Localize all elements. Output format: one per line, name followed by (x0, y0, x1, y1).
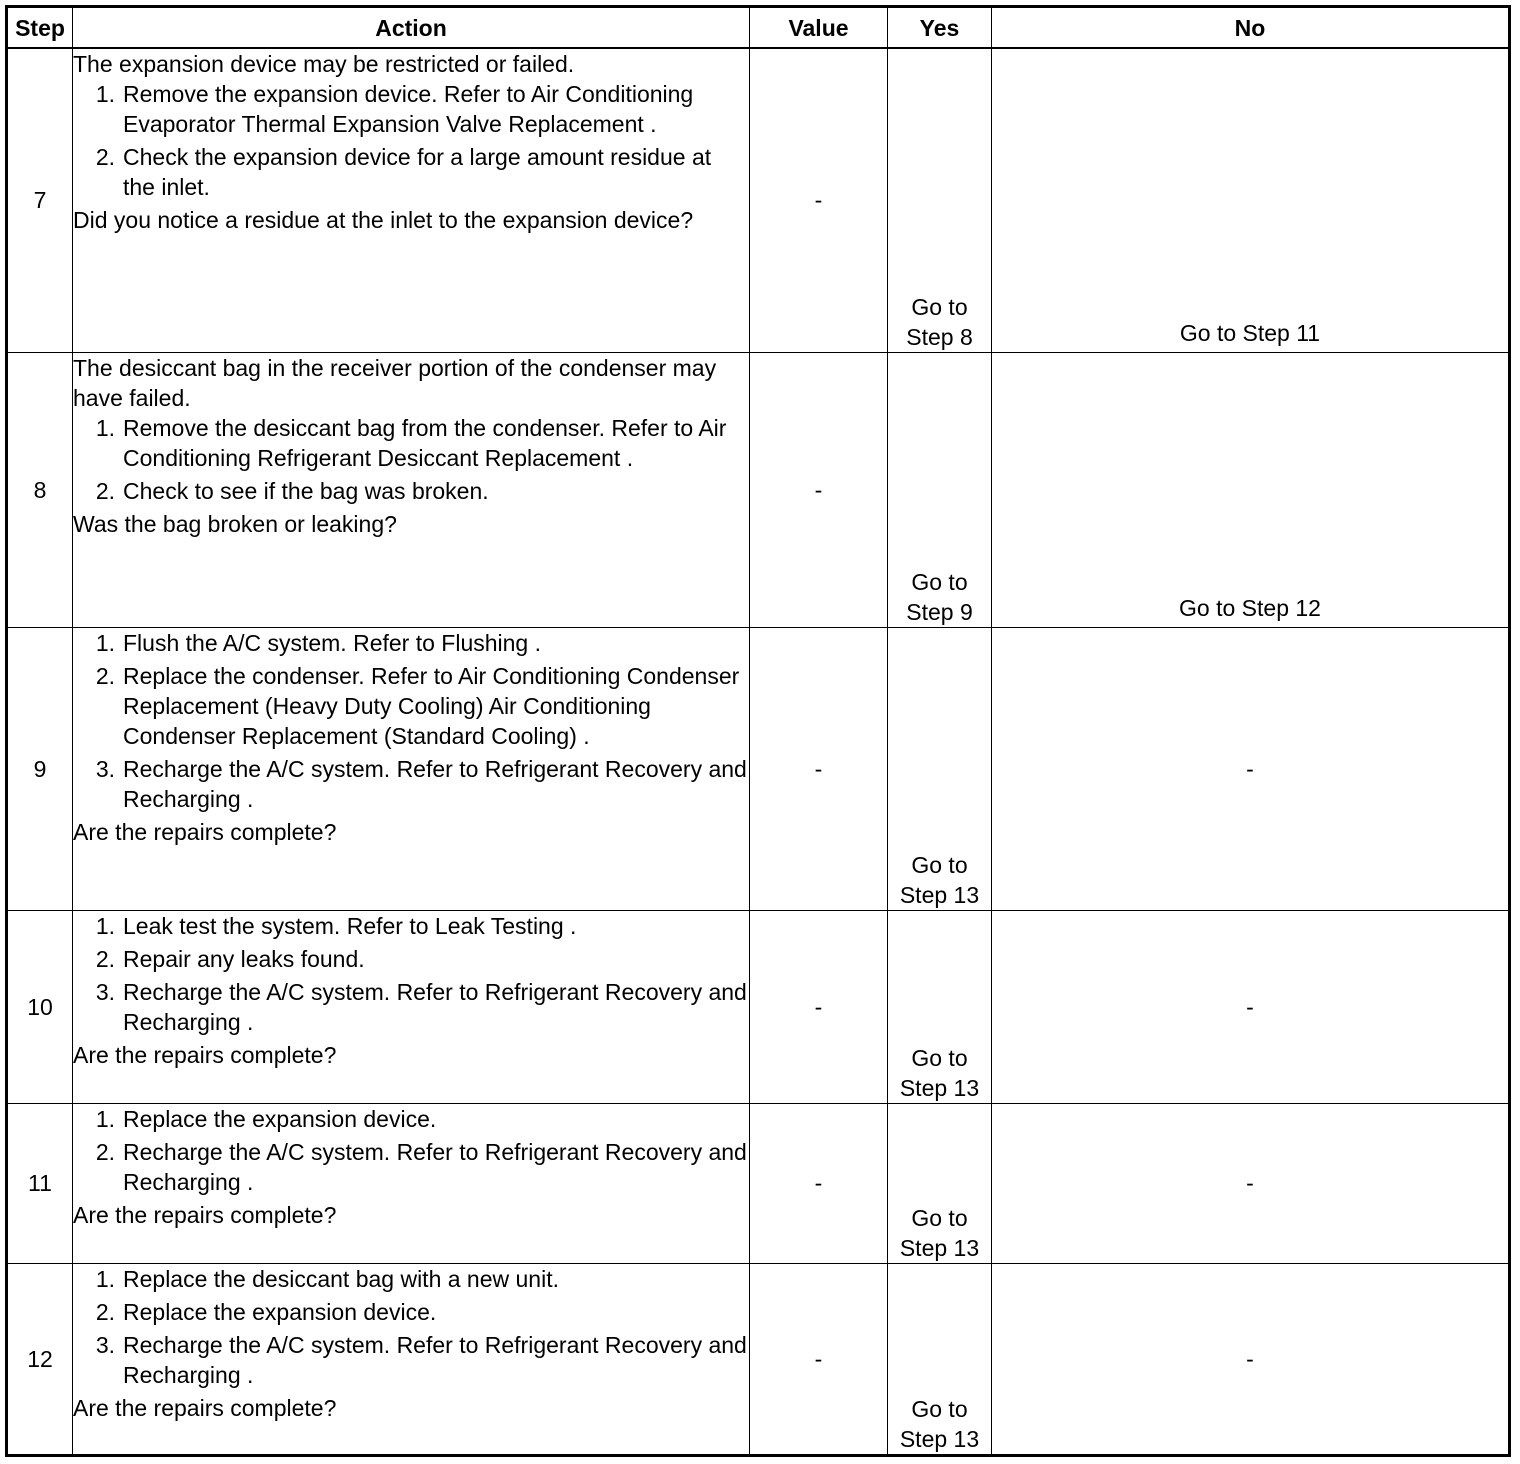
no-cell: Go to Step 12 (992, 352, 1510, 627)
yes-cell: Go to Step 8 (888, 48, 992, 352)
table-row (7, 910, 1510, 1103)
yes-cell: Go to Step 9 (888, 352, 992, 627)
action-question: Are the repairs complete? (73, 818, 337, 845)
item-text: Recharge the A/C system. Refer to Refrigerant Recovery and Recharging . (123, 755, 747, 812)
action-cell (73, 352, 750, 627)
no-cell: - (992, 910, 1510, 1103)
action-intro: The desiccant bag in the receiver portion of the condenser may have failed. (73, 354, 717, 411)
step-number: 8 (7, 352, 73, 627)
action-cell (73, 910, 750, 1103)
action-question: Are the repairs complete? (73, 1394, 337, 1421)
action-intro: The expansion device may be restricted or failed. (73, 51, 575, 77)
item-number: 1. (95, 81, 115, 107)
value-cell: - (750, 352, 888, 627)
list-item (73, 413, 749, 473)
item-number: 2. (95, 1138, 115, 1165)
table-row (7, 48, 1510, 352)
header-no: No (992, 7, 1510, 49)
list-item (73, 1137, 749, 1197)
action-steps (73, 1104, 749, 1197)
item-text: Recharge the A/C system. Refer to Refrigerant Recovery and Recharging . (123, 1331, 747, 1388)
item-text: Remove the desiccant bag from the condenser. Refer to Air Conditioning Refrigerant Desiccant Replacement . (123, 414, 727, 471)
item-text: Flush the A/C system. Refer to Flushing . (123, 629, 541, 656)
item-text: Recharge the A/C system. Refer to Refrigerant Recovery and Recharging . (123, 978, 747, 1035)
list-item (73, 79, 749, 139)
action-question: Are the repairs complete? (73, 1041, 337, 1068)
value-cell: - (750, 48, 888, 352)
item-number: 1. (95, 912, 115, 939)
action-question: Was the bag broken or leaking? (73, 510, 397, 537)
table-row (7, 1263, 1510, 1455)
list-item (73, 1264, 749, 1294)
list-item (73, 142, 749, 202)
item-number: 3. (95, 755, 115, 782)
list-item (73, 754, 749, 814)
item-text: Check the expansion device for a large amount residue at the inlet. (123, 144, 712, 200)
yes-cell: Go to Step 13 (888, 1263, 992, 1455)
yes-cell: Go to Step 13 (888, 1103, 992, 1263)
step-number: 11 (7, 1103, 73, 1263)
item-number: 3. (95, 978, 115, 1005)
no-cell: - (992, 1263, 1510, 1455)
item-text: Replace the expansion device. (123, 1298, 437, 1325)
header-row (7, 7, 1510, 49)
action-cell (73, 1263, 750, 1455)
action-steps (73, 628, 749, 814)
action-steps (73, 911, 749, 1037)
value-cell: - (750, 627, 888, 910)
list-item (73, 1104, 749, 1134)
table-row (7, 352, 1510, 627)
action-steps (73, 1264, 749, 1390)
item-number: 2. (95, 477, 115, 504)
item-number: 2. (95, 662, 115, 689)
item-text: Replace the expansion device. (123, 1105, 437, 1132)
item-number: 1. (95, 1105, 115, 1132)
value-cell: - (750, 910, 888, 1103)
no-cell: - (992, 627, 1510, 910)
item-text: Remove the expansion device. Refer to Air Conditioning Evaporator Thermal Expansion Valve Replacement . (123, 81, 694, 137)
item-number: 2. (95, 945, 115, 972)
item-text: Replace the desiccant bag with a new unit. (123, 1265, 559, 1292)
no-cell: - (992, 1103, 1510, 1263)
item-text: Recharge the A/C system. Refer to Refrigerant Recovery and Recharging . (123, 1138, 747, 1195)
list-item (73, 628, 749, 658)
action-cell (73, 1103, 750, 1263)
list-item (73, 1297, 749, 1327)
action-steps (73, 79, 749, 202)
table-row (7, 1103, 1510, 1263)
yes-cell: Go to Step 13 (888, 910, 992, 1103)
list-item (73, 944, 749, 974)
list-item (73, 661, 749, 751)
step-number: 10 (7, 910, 73, 1103)
item-text: Leak test the system. Refer to Leak Testing . (123, 912, 577, 939)
action-cell (73, 627, 750, 910)
item-number: 2. (95, 144, 115, 170)
item-text: Check to see if the bag was broken. (123, 477, 489, 504)
table-row (7, 627, 1510, 910)
header-action: Action (73, 7, 750, 49)
action-question: Are the repairs complete? (73, 1201, 337, 1228)
value-cell: - (750, 1103, 888, 1263)
header-yes: Yes (888, 7, 992, 49)
action-question: Did you notice a residue at the inlet to the expansion device? (73, 207, 694, 233)
action-steps (73, 413, 749, 506)
item-number: 3. (95, 1331, 115, 1358)
header-value: Value (750, 7, 888, 49)
value-cell: - (750, 1263, 888, 1455)
item-number: 1. (95, 629, 115, 656)
diagnostic-table (5, 5, 1511, 1457)
header-step: Step (7, 7, 73, 49)
item-text: Replace the condenser. Refer to Air Conditioning Condenser Replacement (Heavy Duty Cooling) Air Conditioning Condenser Replacement (Standard Cooling) . (123, 662, 740, 749)
step-number: 7 (7, 48, 73, 352)
item-text: Repair any leaks found. (123, 945, 365, 972)
step-number: 9 (7, 627, 73, 910)
item-number: 2. (95, 1298, 115, 1325)
list-item (73, 476, 749, 506)
yes-cell: Go to Step 13 (888, 627, 992, 910)
list-item (73, 977, 749, 1037)
step-number: 12 (7, 1263, 73, 1455)
no-cell: Go to Step 11 (992, 48, 1510, 352)
action-cell (73, 48, 750, 352)
item-number: 1. (95, 414, 115, 441)
list-item (73, 1330, 749, 1390)
item-number: 1. (95, 1265, 115, 1292)
list-item (73, 911, 749, 941)
